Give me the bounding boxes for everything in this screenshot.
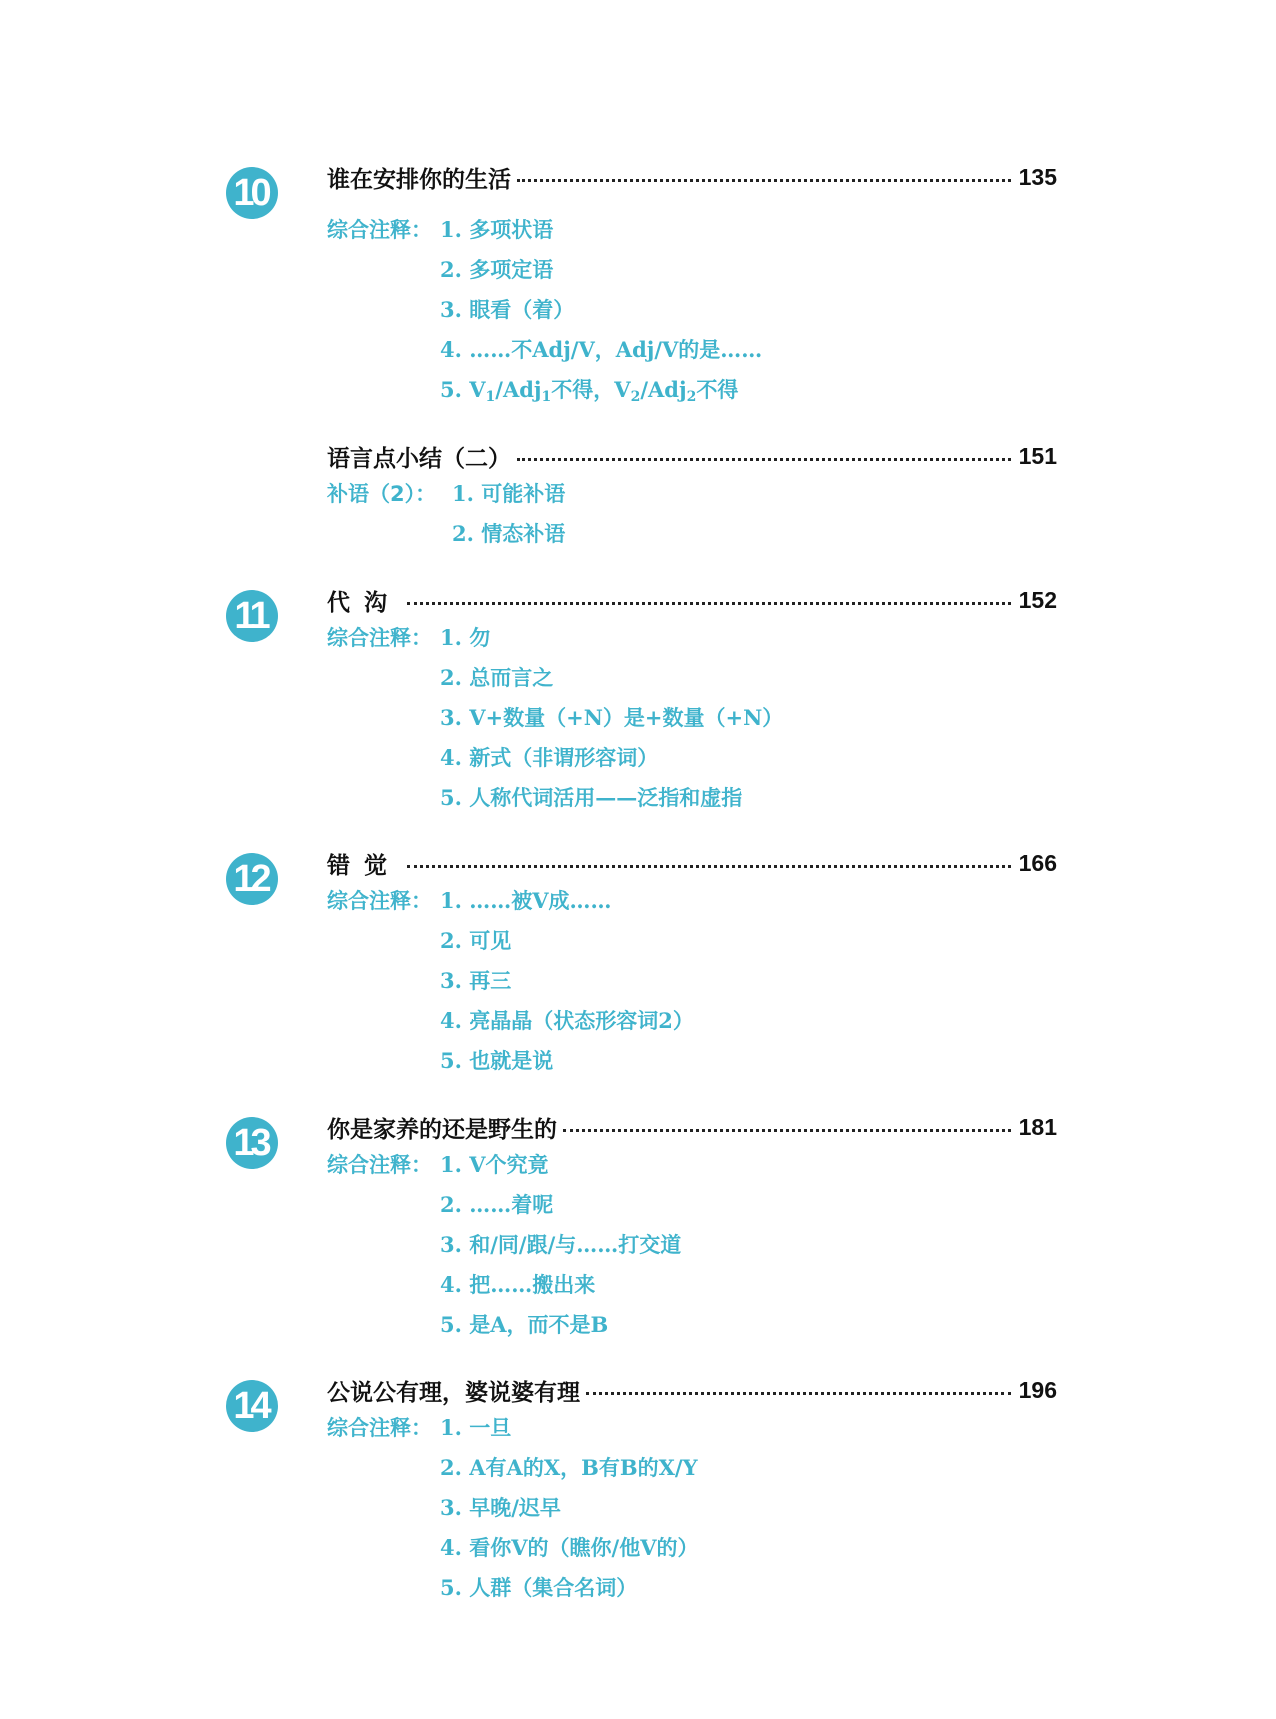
note-text: 5. V [440,377,486,402]
note-item: 3. 眼看（着） [440,297,575,322]
notes-label: 综合注释： [327,1416,432,1440]
notes-label: 综合注释： [327,218,432,242]
page-number: 181 [1018,1113,1057,1140]
note-item: 4. 把……搬出来 [440,1272,596,1297]
lesson-title-row[interactable] [327,436,1057,476]
page-number: 166 [1018,849,1057,876]
lesson-title: 代沟 [327,589,401,616]
note-item: 5. 是A，而不是B [440,1312,609,1337]
note-item: 4. 看你V的（瞧你/他V的） [440,1535,699,1560]
lesson-number-badge: 10 [226,167,278,219]
note-item [440,372,738,408]
lesson-title: 错觉 [327,852,401,879]
note-item: 1. ……被V成…… [440,888,612,913]
subscript: 2 [686,389,697,405]
note-item: 2. 情态补语 [452,521,566,546]
page-number: 152 [1018,586,1057,613]
dot-leader [407,865,1011,868]
note-item: 5. 人称代词活用——泛指和虚指 [440,785,743,810]
dot-leader [517,179,1011,182]
dot-leader [563,1129,1011,1132]
page-number: 151 [1018,442,1057,469]
note-item: 1. 多项状语 [440,217,554,242]
note-item: 3. 和/同/跟/与……打交道 [440,1232,682,1257]
lesson-title-row[interactable] [327,843,1057,883]
lesson-title: 你是家养的还是野生的 [327,1116,557,1143]
lesson-title-row[interactable] [327,1370,1057,1410]
lesson-number-badge: 13 [226,1117,278,1169]
lesson-number-badge: 11 [226,590,278,642]
note-text: /Adj [495,377,542,402]
subscript: 1 [541,389,552,405]
lesson-title: 语言点小结（二） [327,445,511,472]
note-item: 3. 再三 [440,968,512,993]
note-item: 4. 亮晶晶（状态形容词2） [440,1008,694,1033]
note-item: 1. 一旦 [440,1415,512,1440]
note-text: 不得，V [551,377,631,402]
dot-leader [586,1392,1011,1395]
note-item: 4. 新式（非谓形容词） [440,745,659,770]
subscript: 1 [485,389,496,405]
page-number: 196 [1018,1376,1057,1403]
notes-label: 综合注释： [327,626,432,650]
note-item: 2. 多项定语 [440,257,554,282]
note-item: 1. 勿 [440,625,491,650]
note-item: 2. ……着呢 [440,1192,554,1217]
note-item: 2. 总而言之 [440,665,554,690]
note-item: 3. 早晚/迟早 [440,1495,561,1520]
dot-leader [517,458,1011,461]
note-item: 5. 也就是说 [440,1048,554,1073]
lesson-number-badge: 14 [226,1380,278,1432]
lesson-title: 公说公有理，婆说婆有理 [327,1379,580,1406]
note-item: 1. V个究竟 [440,1152,549,1177]
note-item: 1. 可能补语 [452,481,566,506]
dot-leader [407,602,1011,605]
note-item: 4. ……不Adj/V，Adj/V的是…… [440,337,763,362]
note-text: 不得 [696,377,739,402]
lesson-title: 谁在安排你的生活 [327,166,511,193]
subscript: 2 [630,389,641,405]
note-item: 2. 可见 [440,928,512,953]
note-item: 2. A有A的X，B有B的X/Y [440,1455,698,1480]
lesson-title-row[interactable] [327,157,1057,197]
lesson-title-row[interactable] [327,580,1057,620]
note-item: 5. 人群（集合名词） [440,1575,638,1600]
note-item: 3. V+数量（+N）是+数量（+N） [440,705,784,730]
page-number: 135 [1018,163,1057,190]
lesson-number-badge: 12 [226,853,278,905]
note-text: /Adj [640,377,687,402]
notes-label: 综合注释： [327,1153,432,1177]
notes-label: 补语（2）： [327,482,437,506]
notes-label: 综合注释： [327,889,432,913]
lesson-title-row[interactable] [327,1107,1057,1147]
